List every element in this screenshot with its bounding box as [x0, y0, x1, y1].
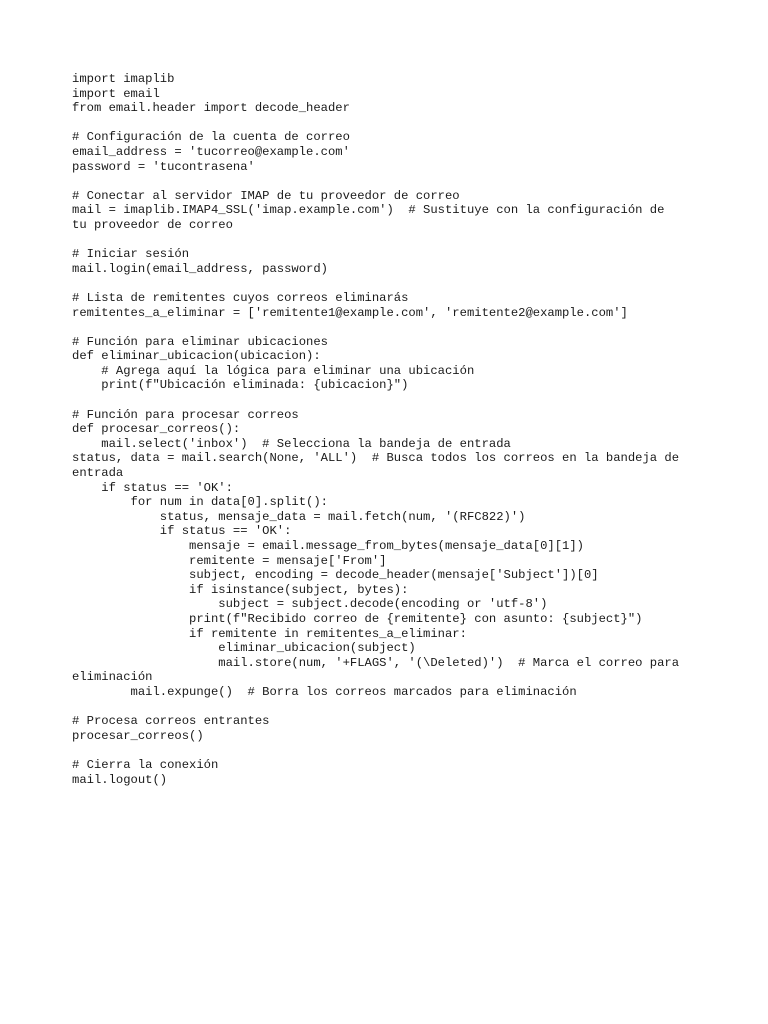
code-line: mensaje = email.message_from_bytes(mensaje_data[0][1]) — [72, 539, 584, 553]
code-line: # Configuración de la cuenta de correo — [72, 130, 350, 145]
code-line: # Conectar al servidor IMAP de tu proveedor de correo — [72, 188, 460, 203]
code-line: mail.logout() — [72, 772, 168, 787]
code-line: # Procesa correos entrantes — [72, 714, 270, 729]
code-line: from email.header import decode_header — [72, 101, 350, 116]
code-line: procesar_correos() — [72, 728, 204, 743]
code-line: if status == 'OK': — [72, 524, 292, 539]
code-line: # Cierra la conexión — [72, 757, 219, 772]
code-line — [72, 320, 712, 335]
code-line — [72, 116, 712, 131]
code-line: # Función para procesar correos — [72, 407, 299, 422]
code-line: if status == 'OK': — [72, 480, 233, 495]
code-line — [72, 276, 712, 291]
code-line: # Función para eliminar ubicaciones — [72, 334, 328, 349]
code-line: mail.login(email_address, password) — [72, 261, 328, 276]
code-line — [72, 393, 712, 408]
code-line: subject, encoding = decode_header(mensaje['Subject'])[0] — [72, 568, 599, 583]
code-line: tu proveedor de correo — [72, 217, 233, 232]
code-line: remitente = mensaje['From'] — [72, 553, 387, 568]
code-line: print(f"Recibido correo de {remitente} con asunto: {subject}") — [72, 611, 643, 626]
code-line — [72, 743, 712, 758]
code-line: # Agrega aquí la lógica para eliminar una ubicación — [72, 363, 475, 378]
code-line: mail.store(num, '+FLAGS', '(\Deleted)') # Marca el correo para — [72, 655, 680, 670]
code-line: import email — [72, 86, 160, 101]
code-line: status, mensaje_data = mail.fetch(num, '(RFC822)') — [72, 509, 526, 524]
code-line — [72, 700, 712, 715]
code-line: email_address = 'tucorreo@example.com' — [72, 144, 350, 159]
code-block — [72, 72, 712, 787]
code-line: print(f"Ubicación eliminada: {ubicacion}") — [72, 378, 409, 393]
code-line: for num in data[0].split(): — [72, 495, 328, 510]
code-line: mail.expunge() # Borra los correos marcados para eliminación — [72, 684, 577, 699]
code-line: def procesar_correos(): — [72, 422, 241, 437]
code-line: entrada — [72, 466, 124, 481]
code-line: mail.select('inbox') # Selecciona la bandeja de entrada — [72, 436, 511, 451]
code-line: if isinstance(subject, bytes): — [72, 582, 409, 597]
code-line: # Iniciar sesión — [72, 247, 190, 262]
code-line: # Lista de remitentes cuyos correos eliminarás — [72, 290, 409, 305]
code-line: import imaplib — [72, 72, 175, 86]
code-line: status, data = mail.search(None, 'ALL') # Busca todos los correos en la bandeja de — [72, 451, 680, 466]
code-line: if remitente in remitentes_a_eliminar: — [72, 626, 467, 641]
code-line: mail = imaplib.IMAP4_SSL('imap.example.com') # Sustituye con la configuración de — [72, 203, 665, 218]
code-line: def eliminar_ubicacion(ubicacion): — [72, 349, 321, 364]
code-line: eliminación — [72, 670, 153, 685]
code-line: eliminar_ubicacion(subject) — [72, 641, 416, 656]
code-line: subject = subject.decode(encoding or 'utf-8') — [72, 597, 548, 612]
code-line: password = 'tucontrasena' — [72, 159, 255, 174]
code-line: remitentes_a_eliminar = ['remitente1@example.com', 'remitente2@example.com'] — [72, 305, 628, 320]
code-line — [72, 233, 712, 248]
code-line — [72, 174, 712, 189]
